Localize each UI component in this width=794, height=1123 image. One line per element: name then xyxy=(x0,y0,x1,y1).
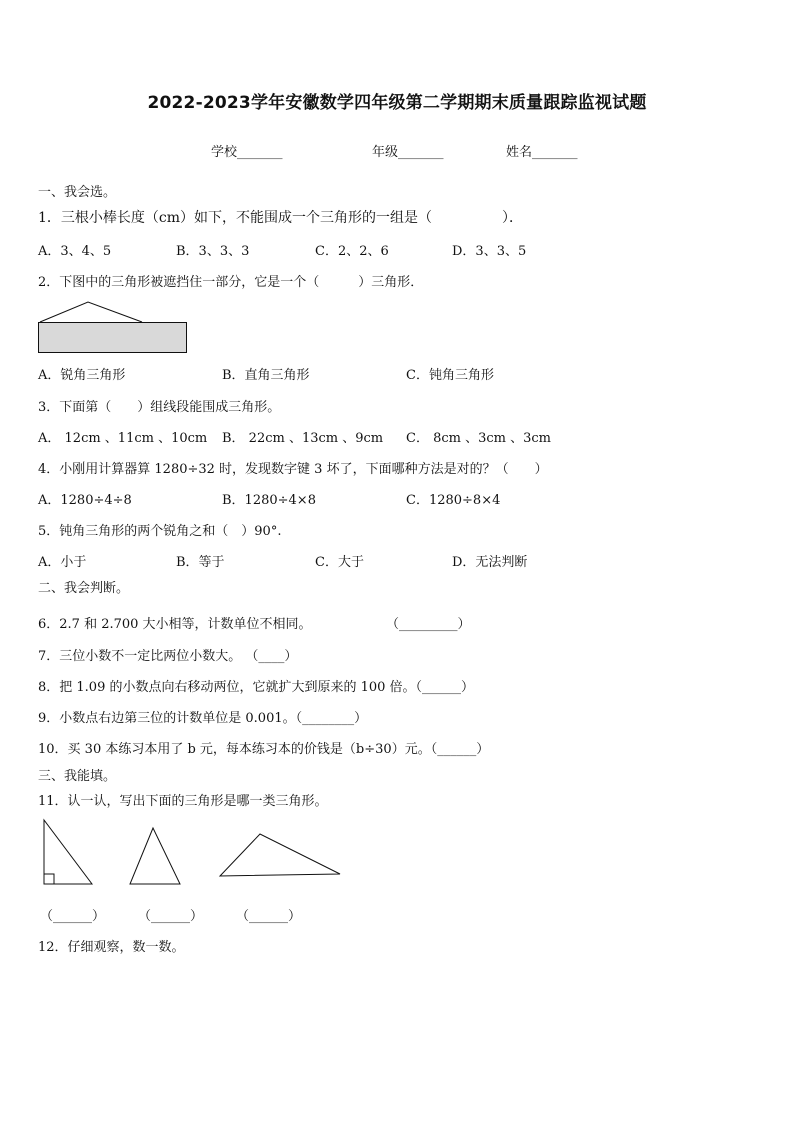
question-7: 7．三位小数不一定比两位小数大。 （____） xyxy=(38,649,298,664)
cover-rectangle xyxy=(39,323,187,353)
question-9: 9．小数点右边第三位的计数单位是 0.001。（________） xyxy=(38,711,368,726)
question-1: 1．三根小棒长度（cm）如下，不能围成一个三角形的一组是（ ）． xyxy=(38,210,524,226)
question-5: 5．钝角三角形的两个锐角之和（ ）90°. xyxy=(38,524,282,539)
section-heading-choose: 一、我会选。 xyxy=(38,185,117,200)
q2-option-a[interactable]: A．锐角三角形 xyxy=(38,368,126,383)
question-8: 8．把 1.09 的小数点向右移动两位，它就扩大到原来的 100 倍。（______） xyxy=(38,680,475,695)
q2-option-c[interactable]: C．钝角三角形 xyxy=(406,368,494,383)
right-angle-mark xyxy=(44,874,54,884)
q1-option-d[interactable]: D．3、3、5 xyxy=(452,244,527,259)
q5-option-b[interactable]: B．等于 xyxy=(176,555,225,570)
name-field[interactable]: 姓名_______ xyxy=(506,145,578,160)
q6-answer-blank[interactable]: （_________） xyxy=(386,617,471,632)
q5-option-c[interactable]: C．大于 xyxy=(315,555,364,570)
grade-field[interactable]: 年级_______ xyxy=(372,145,444,160)
obtuse-triangle xyxy=(220,834,340,876)
triangles-figure xyxy=(38,818,358,890)
question-12: 12．仔细观察，数一数。 xyxy=(38,940,185,955)
q5-option-d[interactable]: D．无法判断 xyxy=(452,555,528,570)
question-4: 4．小刚用计算器算 1280÷32 时，发现数字键 3 坏了，下面哪种方法是对的？（ ） xyxy=(38,462,548,477)
section-heading-judge: 二、我会判断。 xyxy=(38,581,130,596)
q3-option-a[interactable]: A． 12cm 、11cm 、10cm xyxy=(38,431,208,446)
question-3: 3．下面第（ ）组线段能围成三角形。 xyxy=(38,400,281,415)
q3-option-b[interactable]: B． 22cm 、13cm 、9cm xyxy=(222,431,384,446)
q4-option-a[interactable]: A．1280÷4÷8 xyxy=(38,493,132,508)
acute-triangle xyxy=(130,828,180,884)
question-2: 2．下图中的三角形被遮挡住一部分，它是一个（ ）三角形． xyxy=(38,275,424,290)
q1-option-c[interactable]: C．2、2、6 xyxy=(315,244,389,259)
question-10: 10．买 30 本练习本用了 b 元，每本练习本的价钱是（b÷30）元。（______） xyxy=(38,742,490,757)
q4-option-b[interactable]: B．1280÷4×8 xyxy=(222,493,316,508)
q2-option-b[interactable]: B．直角三角形 xyxy=(222,368,310,383)
q11-blank-3[interactable]: （______） xyxy=(236,909,302,924)
covered-triangle-figure xyxy=(36,298,191,356)
section-heading-fill: 三、我能填。 xyxy=(38,769,117,784)
q1-option-a[interactable]: A．3、4、5 xyxy=(38,244,112,259)
question-11: 11．认一认，写出下面的三角形是哪一类三角形。 xyxy=(38,794,328,809)
q1-option-b[interactable]: B．3、3、3 xyxy=(176,244,250,259)
q3-option-c[interactable]: C． 8cm 、3cm 、3cm xyxy=(406,431,551,446)
question-6: 6．2.7 和 2.700 大小相等，计数单位不相同。 xyxy=(38,617,312,632)
q4-option-c[interactable]: C．1280÷8×4 xyxy=(406,493,501,508)
triangle-top-edges xyxy=(40,302,142,322)
q5-option-a[interactable]: A．小于 xyxy=(38,555,87,570)
school-field[interactable]: 学校_______ xyxy=(211,145,283,160)
q11-blank-2[interactable]: （______） xyxy=(138,909,204,924)
q11-blank-1[interactable]: （______） xyxy=(40,909,106,924)
page-title: 2022-2023学年安徽数学四年级第二学期期末质量跟踪监视试题 xyxy=(147,93,647,113)
